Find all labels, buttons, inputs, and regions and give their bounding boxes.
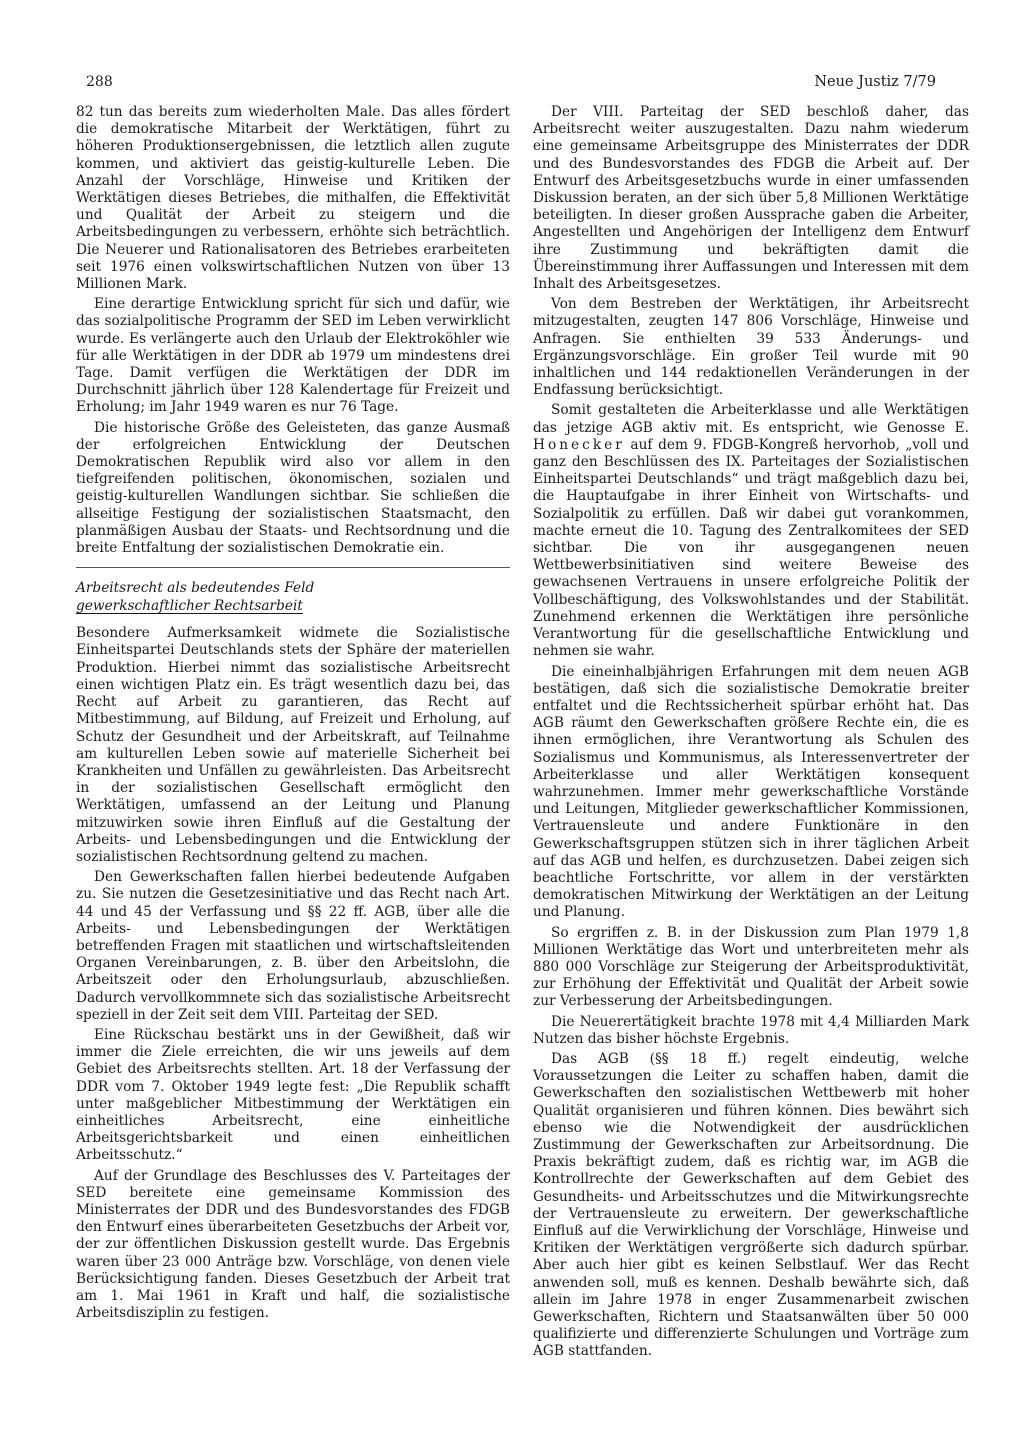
paragraph: So ergriffen z. B. in der Diskussion zum Plan 1979 1,8 Millionen Werktätige das Wort und unterbreiteten mehr als 880 000 Vorschläge zur Steigerung der Arbeitsproduktivität, zur Erhöhung der Effektivität und Qualität der Arbeit sowie zur Verbesserung der Arbeitsbedingungen. xyxy=(533,924,969,1010)
paragraph: Eine Rückschau bestärkt uns in der Gewißheit, daß wir immer die Ziele erreichten, die wir uns jeweils auf dem Gebiet des Arbeitsrechts stellten. Art. 18 der Verfassung der DDR vom 7. Oktober 1949 legte fest: „Die Republik schafft unter maßgeblicher Mitbestimmung der Werktätigen ein einheitliches Arbeitsrecht, eine einheitliche Arbeitsgerichtsbarkeit und einen einheitlichen Arbeitsschutz.“ xyxy=(76,1026,510,1164)
paragraph: Eine derartige Entwicklung spricht für sich und dafür, wie das sozialpolitische Programm der SED im Leben verwirklicht wurde. Es verlängerte auch den Urlaub der Elektroköhler wie für alle Werktätigen in der DDR ab 1979 um mindestens drei Tage. Damit verfügen die Werktätigen der DDR im Durchschnitt jährlich über 128 Kalendertage für Freizeit und Erholung; im Jahr 1949 waren es nur 76 Tage. xyxy=(76,296,510,416)
paragraph: Der VIII. Parteitag der SED beschloß daher, das Arbeitsrecht weiter auszugestalten. Dazu nahm wiederum eine gemeinsame Arbeitsgruppe des Ministerrates der DDR und des Bundesvorstandes des FDGB die Arbeit auf. Der Entwurf des Arbeitsgesetzbuchs wurde in einer umfassenden Diskussion beraten, an der sich über 5,8 Millionen Werktätige beteiligten. In dieser großen Aussprache gaben die Arbeiter, Angestellten und Angehörigen der Intelligenz dem Entwurf ihre Zustimmung und bekräftigten damit die Übereinstimmung ihrer Auffassungen und Interessen mit dem Inhalt des Arbeitsgesetzes. xyxy=(533,104,969,293)
page-number: 288 xyxy=(86,74,113,90)
section-heading-line: Arbeitsrecht als bedeutendes Feld xyxy=(76,580,315,597)
paragraph: Das AGB (§§ 18 ff.) regelt eindeutig, welche Voraussetzungen die Leiter zu schaffen haben, damit die Gewerkschaften den sozialistischen Wettbewerb mit hoher Qualität organisieren und führen können. Dies bewährt sich ebenso wie die Notwendigkeit der ausdrücklichen Zustimmung der Gewerkschaften zur Arbeitsordnung. Die Praxis bekräftigt zudem, daß es richtig war, im AGB die Kontrollrechte der Gewerkschaften auf dem Gebiet des Gesundheits- und Arbeitsschutzes und die Mitwirkungsrechte der Vertrauensleute zu erweitern. Der gewerkschaftliche Einfluß auf die Verwirklichung der Vorschläge, Hinweise und Kritiken der Werktätigen vergrößerte sich dadurch spürbar. Aber auch hier gibt es keinen Selbstlauf. Wer das Recht anwenden soll, muß es kennen. Deshalb bewährte sich, daß allein im Jahre 1978 in enger Zusammenarbeit zwischen Gewerkschaften, Richtern und Staatsanwälten über 50 000 qualifizierte und differenzierte Schulungen und Vorträge zum AGB stattfanden. xyxy=(533,1050,969,1360)
paragraph: Den Gewerkschaften fallen hierbei bedeutende Aufgaben zu. Sie nutzen die Gesetzesinitiative und das Recht nach Art. 44 und 45 der Verfassung und §§ 22 ff. AGB, über alle die Arbeits- und Lebensbedingungen der Werktätigen betreffenden Fragen mit staatlichen und wirtschaftsleitenden Organen Vereinbarungen, z. B. über den Arbeitslohn, die Arbeitszeit oder den Erholungsurlaub, abzuschließen. Dadurch vervollkommnete sich das sozialistische Arbeitsrecht speziell in der Zeit seit dem VIII. Parteitag der SED. xyxy=(76,869,510,1023)
journal-issue: Neue Justiz 7/79 xyxy=(814,74,936,90)
paragraph: Die Neuerertätigkeit brachte 1978 mit 4,4 Milliarden Mark Nutzen das bisher höchste Ergebnis. xyxy=(533,1013,969,1047)
page-header xyxy=(86,74,936,96)
paragraph: Besondere Aufmerksamkeit widmete die Sozialistische Einheitspartei Deutschlands stets der Sphäre der materiellen Produktion. Hierbei nimmt das sozialistische Arbeitsrecht einen wichtigen Platz ein. Es trägt wesentlich dazu bei, das Recht auf Arbeit zu garantieren, das Recht auf Mitbestimmung, auf Bildung, auf Freizeit und Erholung, auf Schutz der Gesundheit und der Arbeitskraft, auf Teilnahme am kulturellen Leben sowie auf materielle Sicherheit bei Krankheiten und Unfällen zu gewährleisten. Das Arbeitsrecht in der sozialistischen Gesellschaft ermöglicht den Werktätigen, umfassend an der Leitung und Planung mitzuwirken sowie ihren Einfluß auf die Gestaltung der Arbeits- und Lebensbedingungen und die Entwicklung der sozialistischen Rechtsordnung geltend zu machen. xyxy=(76,625,510,865)
right-column xyxy=(533,104,969,1364)
left-column xyxy=(76,104,510,1325)
spaced-name: Honecker xyxy=(533,436,625,453)
paragraph: Die eineinhalbjährigen Erfahrungen mit dem neuen AGB bestätigen, daß sich die sozialistische Demokratie breiter entfaltet und die Rechtssicherheit spürbar erhöht hat. Das AGB räumt den Gewerkschaften größere Rechte ein, die es ihnen ermöglichen, ihre Verantwortung als Schulen des Sozialismus und Kommunismus, als Interessenvertreter der Arbeiterklasse und aller Werktätigen konsequent wahrzunehmen. Immer mehr gewerkschaftliche Vorstände und Leitungen, Mitglieder gewerkschaftlicher Kommissionen, Vertrauensleute und andere Funktionäre in den Gewerkschaftsgruppen stützen sich in ihrer täglichen Arbeit auf das AGB und helfen, es durchzusetzen. Dabei zeigen sich beachtliche Fortschritte, vor allem in der verstärkten demokratischen Mitwirkung der Werktätigen an der Leitung und Planung. xyxy=(533,663,969,921)
paragraph: Von dem Bestreben der Werktätigen, ihr Arbeitsrecht mitzugestalten, zeugten 147 806 Vorschläge, Hinweise und Anfragen. Sie enthielten 39 533 Änderungs- und Ergänzungsvorschläge. Ein großer Teil wurde mit 90 inhaltlichen und 144 redaktionellen Veränderungen in der Endfassung berücksichtigt. xyxy=(533,296,969,399)
paragraph: Die historische Größe des Geleisteten, das ganze Ausmaß der erfolgreichen Entwicklung der Deutschen Demokratischen Republik wird also vor allem in den tiefgreifenden politischen, ökonomischen, sozialen und geistig-kulturellen Wandlungen sichtbar. Sie schließen die allseitige Festigung der sozialistischen Staatsmacht, den planmäßigen Ausbau der Staats- und Rechtsordnung und die breite Entfaltung der sozialistischen Demokratie ein. xyxy=(76,419,510,557)
paragraph: Auf der Grundlage des Beschlusses des V. Parteitages der SED bereitete eine gemeinsame Kommission des Ministerrates der DDR und des Bundesvorstandes des FDGB den Entwurf eines überarbeiteten Gesetzbuchs der Arbeit vor, der zur öffentlichen Diskussion gestellt wurde. Das Ergebnis waren über 23 000 Anträge bzw. Vorschläge, von denen viele Berücksichtigung fanden. Dieses Gesetzbuch der Arbeit trat am 1. Mai 1961 in Kraft und half, die sozialistische Arbeitsdisziplin zu festigen. xyxy=(76,1167,510,1322)
paragraph xyxy=(533,402,969,660)
section-heading xyxy=(76,580,510,615)
paragraph: 82 tun das bereits zum wiederholten Male. Das alles fördert die demokratische Mitarbeit der Werktätigen, führt zu höheren Produktionsergebnissen, die letztlich allen zugute kommen, und aktiviert das geistig-kulturelle Leben. Die Anzahl der Vorschläge, Hinweise und Kritiken der Werktätigen dieses Betriebes, die mithalfen, die Effektivität und Qualität der Arbeit zu steigern und die Arbeitsbedingungen zu verbessern, erhöhte sich beträchtlich. Die Neuerer und Rationalisatoren des Betriebes erarbeiteten seit 1976 einen volkswirtschaftlichen Nutzen von über 13 Millionen Mark. xyxy=(76,104,510,293)
paragraph-text: auf dem 9. FDGB-Kongreß hervorhob, „voll und ganz den Beschlüssen des IX. Parteitages der Sozialistischen Einheitspartei Deutschlands“ und trägt maßgeblich dazu bei, die Hauptaufgabe in ihrer Einheit von Wirtschafts- und Sozialpolitik zu erfüllen. Daß wir dabei gut vorankommen, machte erneut die 10. Tagung des Zentralkomitees der SED sichtbar. Die von ihr ausgegangenen neuen Wettbewerbsinitiativen sind weitere Beweise des gewachsenen Vertrauens in unsere erfolgreiche Politik der Vollbeschäftigung, des Volkswohlstandes und der Stabilität. Zunehmend erkennen die Werktätigen ihre persönliche Verantwortung für die gesellschaftliche Entwicklung und nehmen sie wahr. xyxy=(533,436,969,660)
section-heading-line: gewerkschaftlicher Rechtsarbeit xyxy=(76,597,303,614)
section-divider xyxy=(76,567,510,568)
paragraph-text: Somit gestalteten die Arbeiterklasse und alle Werktätigen das jetzige AGB aktiv mit. Es entspricht, wie Genosse E. xyxy=(533,402,969,436)
